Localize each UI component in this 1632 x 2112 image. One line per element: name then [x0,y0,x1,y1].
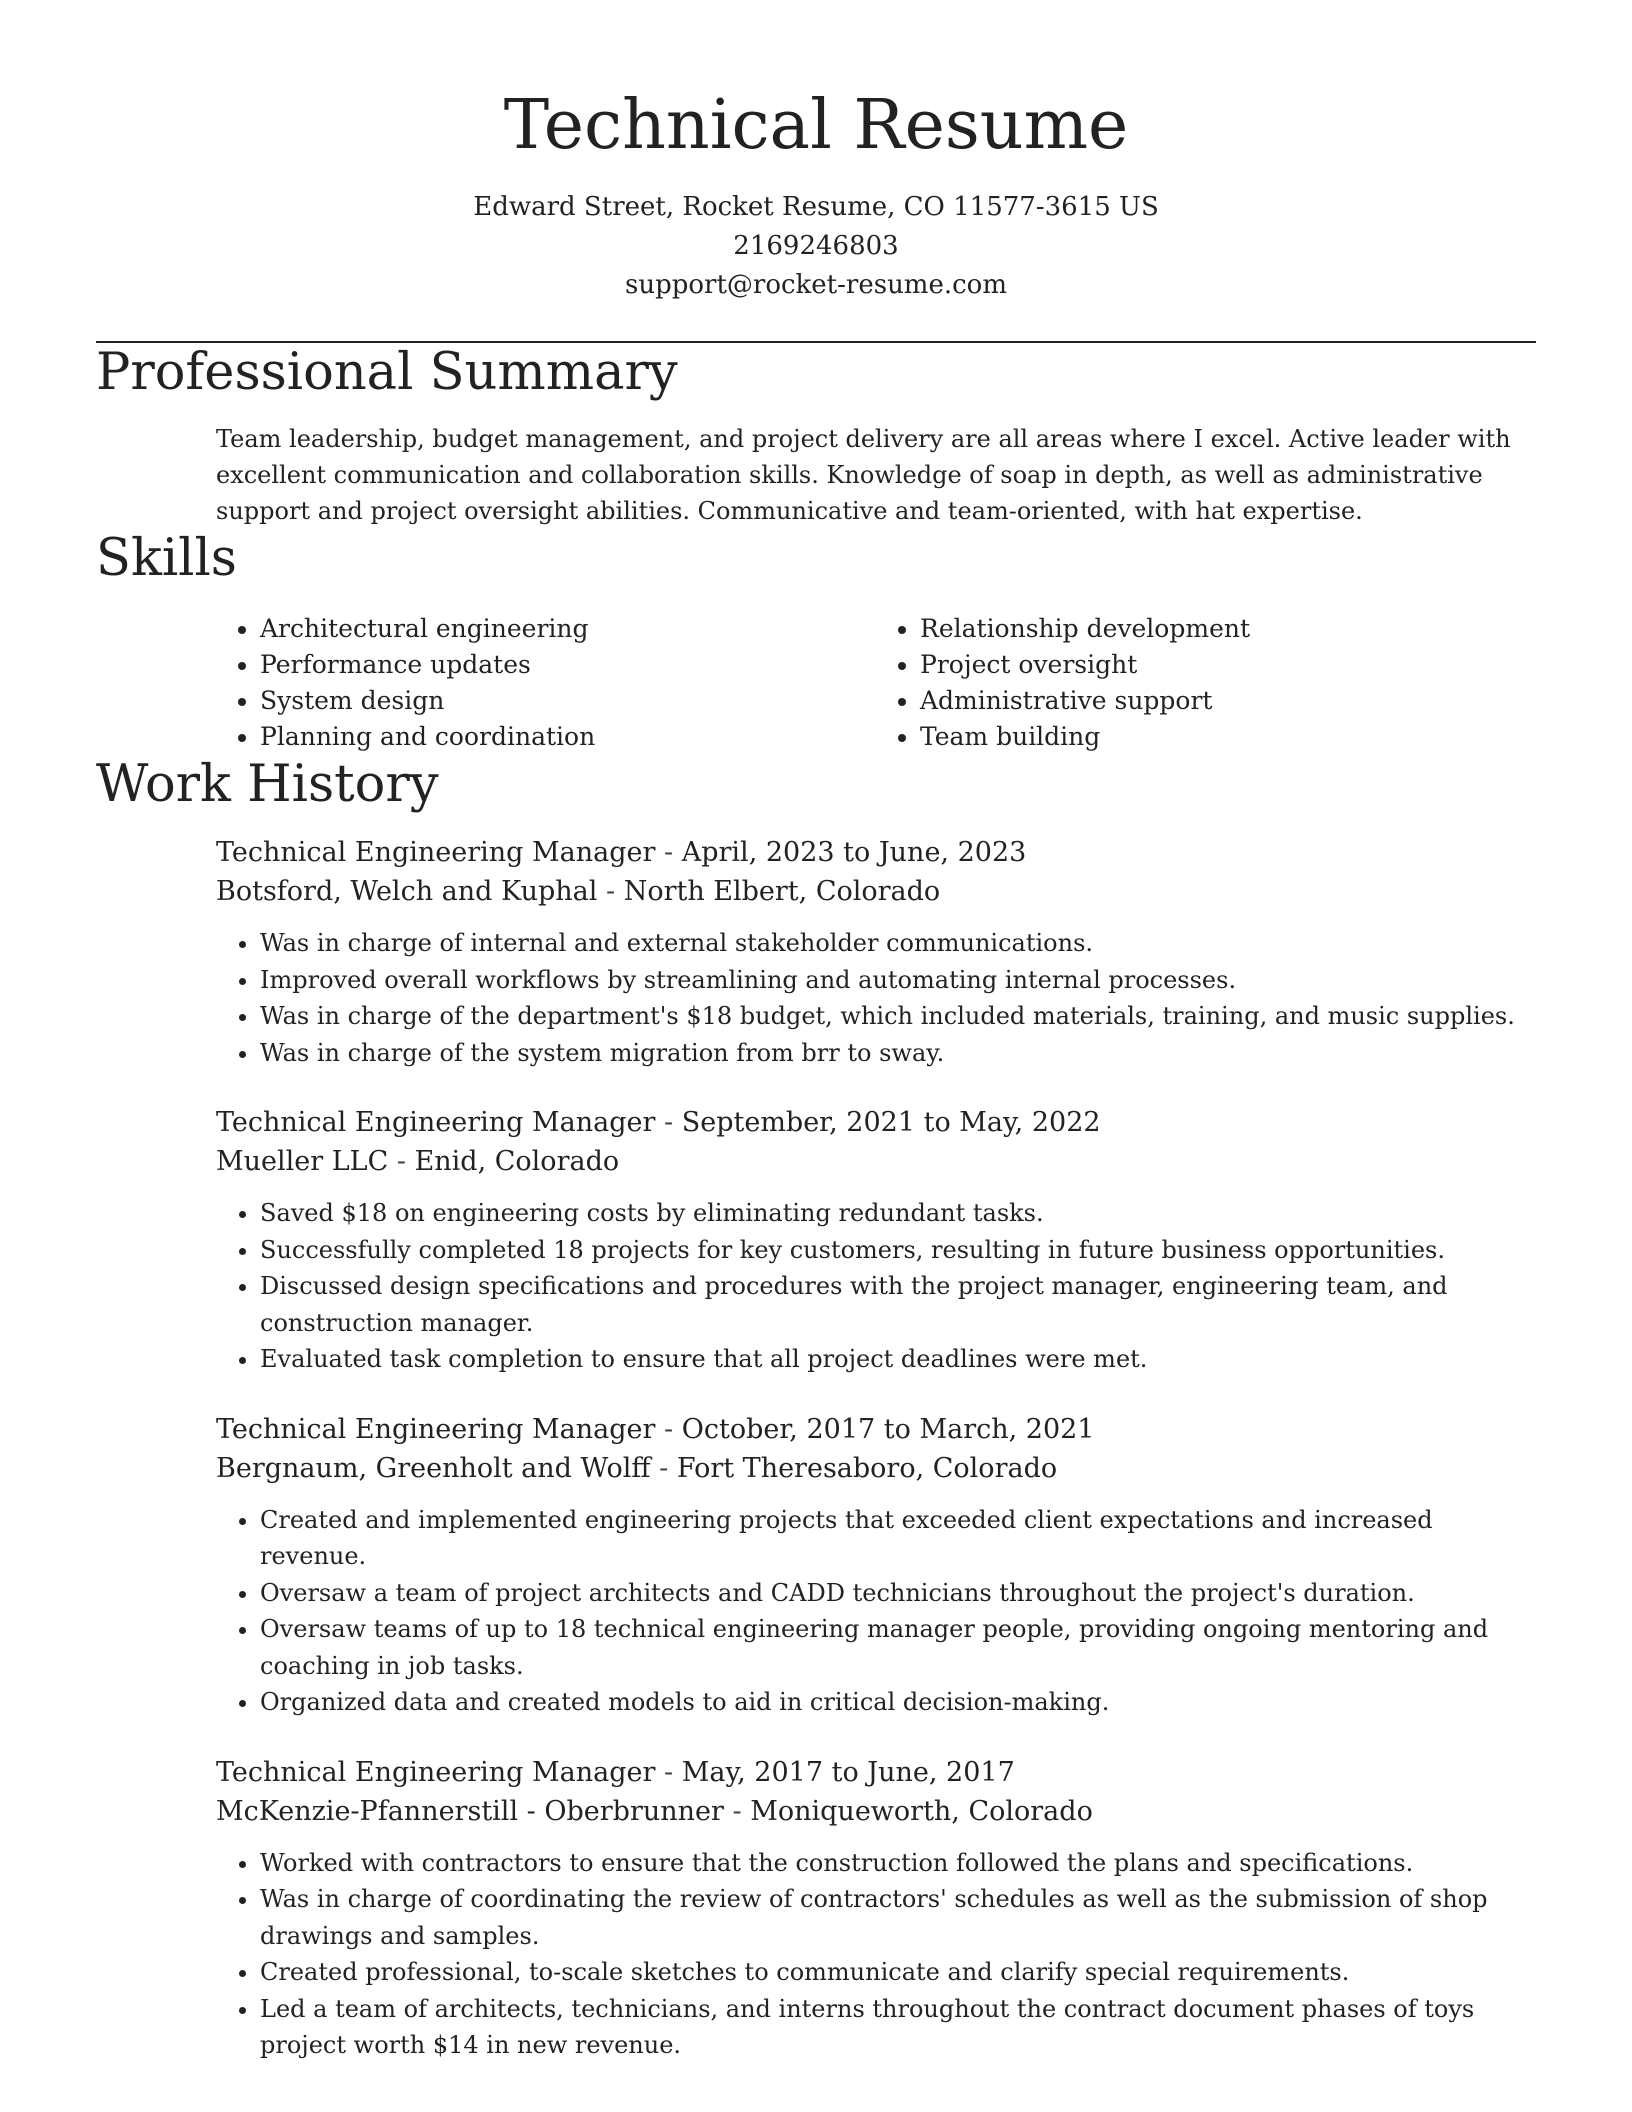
job-bullet: • Was in charge of internal and external stakeholder communications. [260,925,1536,962]
job-bullet: • Was in charge of the department's $18 budget, which included materials, training, and music supplies. [260,998,1536,1035]
job-bullet: • Saved $18 on engineering costs by eliminating redundant tasks. [260,1195,1536,1232]
job-bullet: • Successfully completed 18 projects for key customers, resulting in future business opportunities. [260,1232,1536,1269]
job-entry [216,1753,1536,2064]
resume-title: Technical Resume [503,86,1129,165]
job-title-line: Technical Engineering Manager - September, 2021 to May, 2022 [216,1107,1101,1138]
skills-list [216,611,1536,755]
job-bullet: • Was in charge of coordinating the review of contractors' schedules as well as the submission of shop drawings and samples. [260,1881,1536,1954]
resume-header [96,0,1536,305]
work-history-list [216,833,1536,2064]
job-bullet: • Created and implemented engineering projects that exceeded client expectations and increased revenue. [260,1502,1536,1575]
job-bullets [216,1195,1536,1378]
summary-heading: Professional Summary [96,343,678,402]
job-title: Technical Engineering Manager [216,837,656,868]
job-bullet: • Organized data and created models to aid in critical decision-making. [260,1684,1536,1721]
job-company: Botsford, Welch and Kuphal [216,876,598,907]
phone: 2169246803 [733,231,899,261]
skill-item: • Team building [920,719,1536,755]
skills-column-right [876,611,1536,755]
job-title: Technical Engineering Manager [216,1107,656,1138]
summary-text: Team leadership, budget management, and project delivery are all areas where I excel. Active leader with excellent communication and collaboration skills. Knowledge of soap in depth, as well as administrative support and project oversight abilities. Communicative and team-oriented, with hat expertise. [216,425,1511,525]
skill-item: • Performance updates [260,647,876,683]
job-location: Moniqueworth, Colorado [750,1795,1093,1827]
job-bullets [216,1845,1536,2064]
job-bullets [216,925,1536,1071]
job-title-line: Technical Engineering Manager - May, 2017 to June, 2017 [216,1756,1015,1788]
job-bullet: • Improved overall workflows by streamlining and automating internal processes. [260,962,1536,999]
job-title-line: Technical Engineering Manager - April, 2023 to June, 2023 [216,837,1027,868]
job-bullet: • Created professional, to-scale sketches to communicate and clarify special requirements. [260,1954,1536,1991]
job-title: Technical Engineering Manager [216,1756,656,1788]
contact-info [96,188,1536,305]
job-company: McKenzie-Pfannerstill - Oberbrunner [216,1795,724,1827]
skill-item: • Relationship development [920,611,1536,647]
job-entry [216,1410,1536,1721]
job-entry [216,833,1536,1071]
job-bullet: • Was in charge of the system migration from brr to sway. [260,1035,1536,1072]
work-history-heading: Work History [96,755,439,814]
job-company-line: Mueller LLC - Enid, Colorado [216,1146,620,1177]
job-company: Mueller LLC [216,1146,389,1177]
job-company-line: Bergnaum, Greenholt and Wolff - Fort Theresaboro, Colorado [216,1452,1058,1484]
job-location: North Elbert, Colorado [623,876,941,907]
email: support@rocket-resume.com [624,270,1007,300]
job-bullets [216,1502,1536,1721]
job-title: Technical Engineering Manager [216,1413,656,1445]
job-dates: September, 2021 to May, 2022 [681,1107,1101,1138]
job-bullet: • Worked with contractors to ensure that the construction followed the plans and specifications. [260,1845,1536,1882]
job-title-line: Technical Engineering Manager - October, 2017 to March, 2021 [216,1413,1095,1445]
job-company: Bergnaum, Greenholt and Wolff [216,1452,651,1484]
job-dates: April, 2023 to June, 2023 [681,837,1027,868]
skills-heading: Skills [96,529,237,588]
job-bullet: • Led a team of architects, technicians, and interns throughout the contract document phases of toys project worth $14 in new revenue. [260,1991,1536,2064]
job-location: Fort Theresaboro, Colorado [676,1452,1058,1484]
job-bullet: • Oversaw a team of project architects and CADD technicians throughout the project's duration. [260,1575,1536,1612]
job-location: Enid, Colorado [414,1146,620,1177]
job-bullet: • Oversaw teams of up to 18 technical engineering manager people, providing ongoing mentoring and coaching in job tasks. [260,1611,1536,1684]
job-dates: October, 2017 to March, 2021 [681,1413,1095,1445]
job-bullet: • Evaluated task completion to ensure that all project deadlines were met. [260,1341,1536,1378]
skill-item: • Project oversight [920,647,1536,683]
job-entry [216,1103,1536,1378]
skill-item: • Architectural engineering [260,611,876,647]
job-company-line: McKenzie-Pfannerstill - Oberbrunner - Moniqueworth, Colorado [216,1795,1093,1827]
address: Edward Street, Rocket Resume, CO 11577-3615 US [473,192,1159,222]
skill-item: • Administrative support [920,683,1536,719]
job-dates: May, 2017 to June, 2017 [681,1756,1015,1788]
skills-column-left [216,611,876,755]
skill-item: • Planning and coordination [260,719,876,755]
job-bullet: • Discussed design specifications and procedures with the project manager, engineering team, and construction manager. [260,1268,1536,1341]
skill-item: • System design [260,683,876,719]
job-company-line: Botsford, Welch and Kuphal - North Elbert, Colorado [216,876,941,907]
